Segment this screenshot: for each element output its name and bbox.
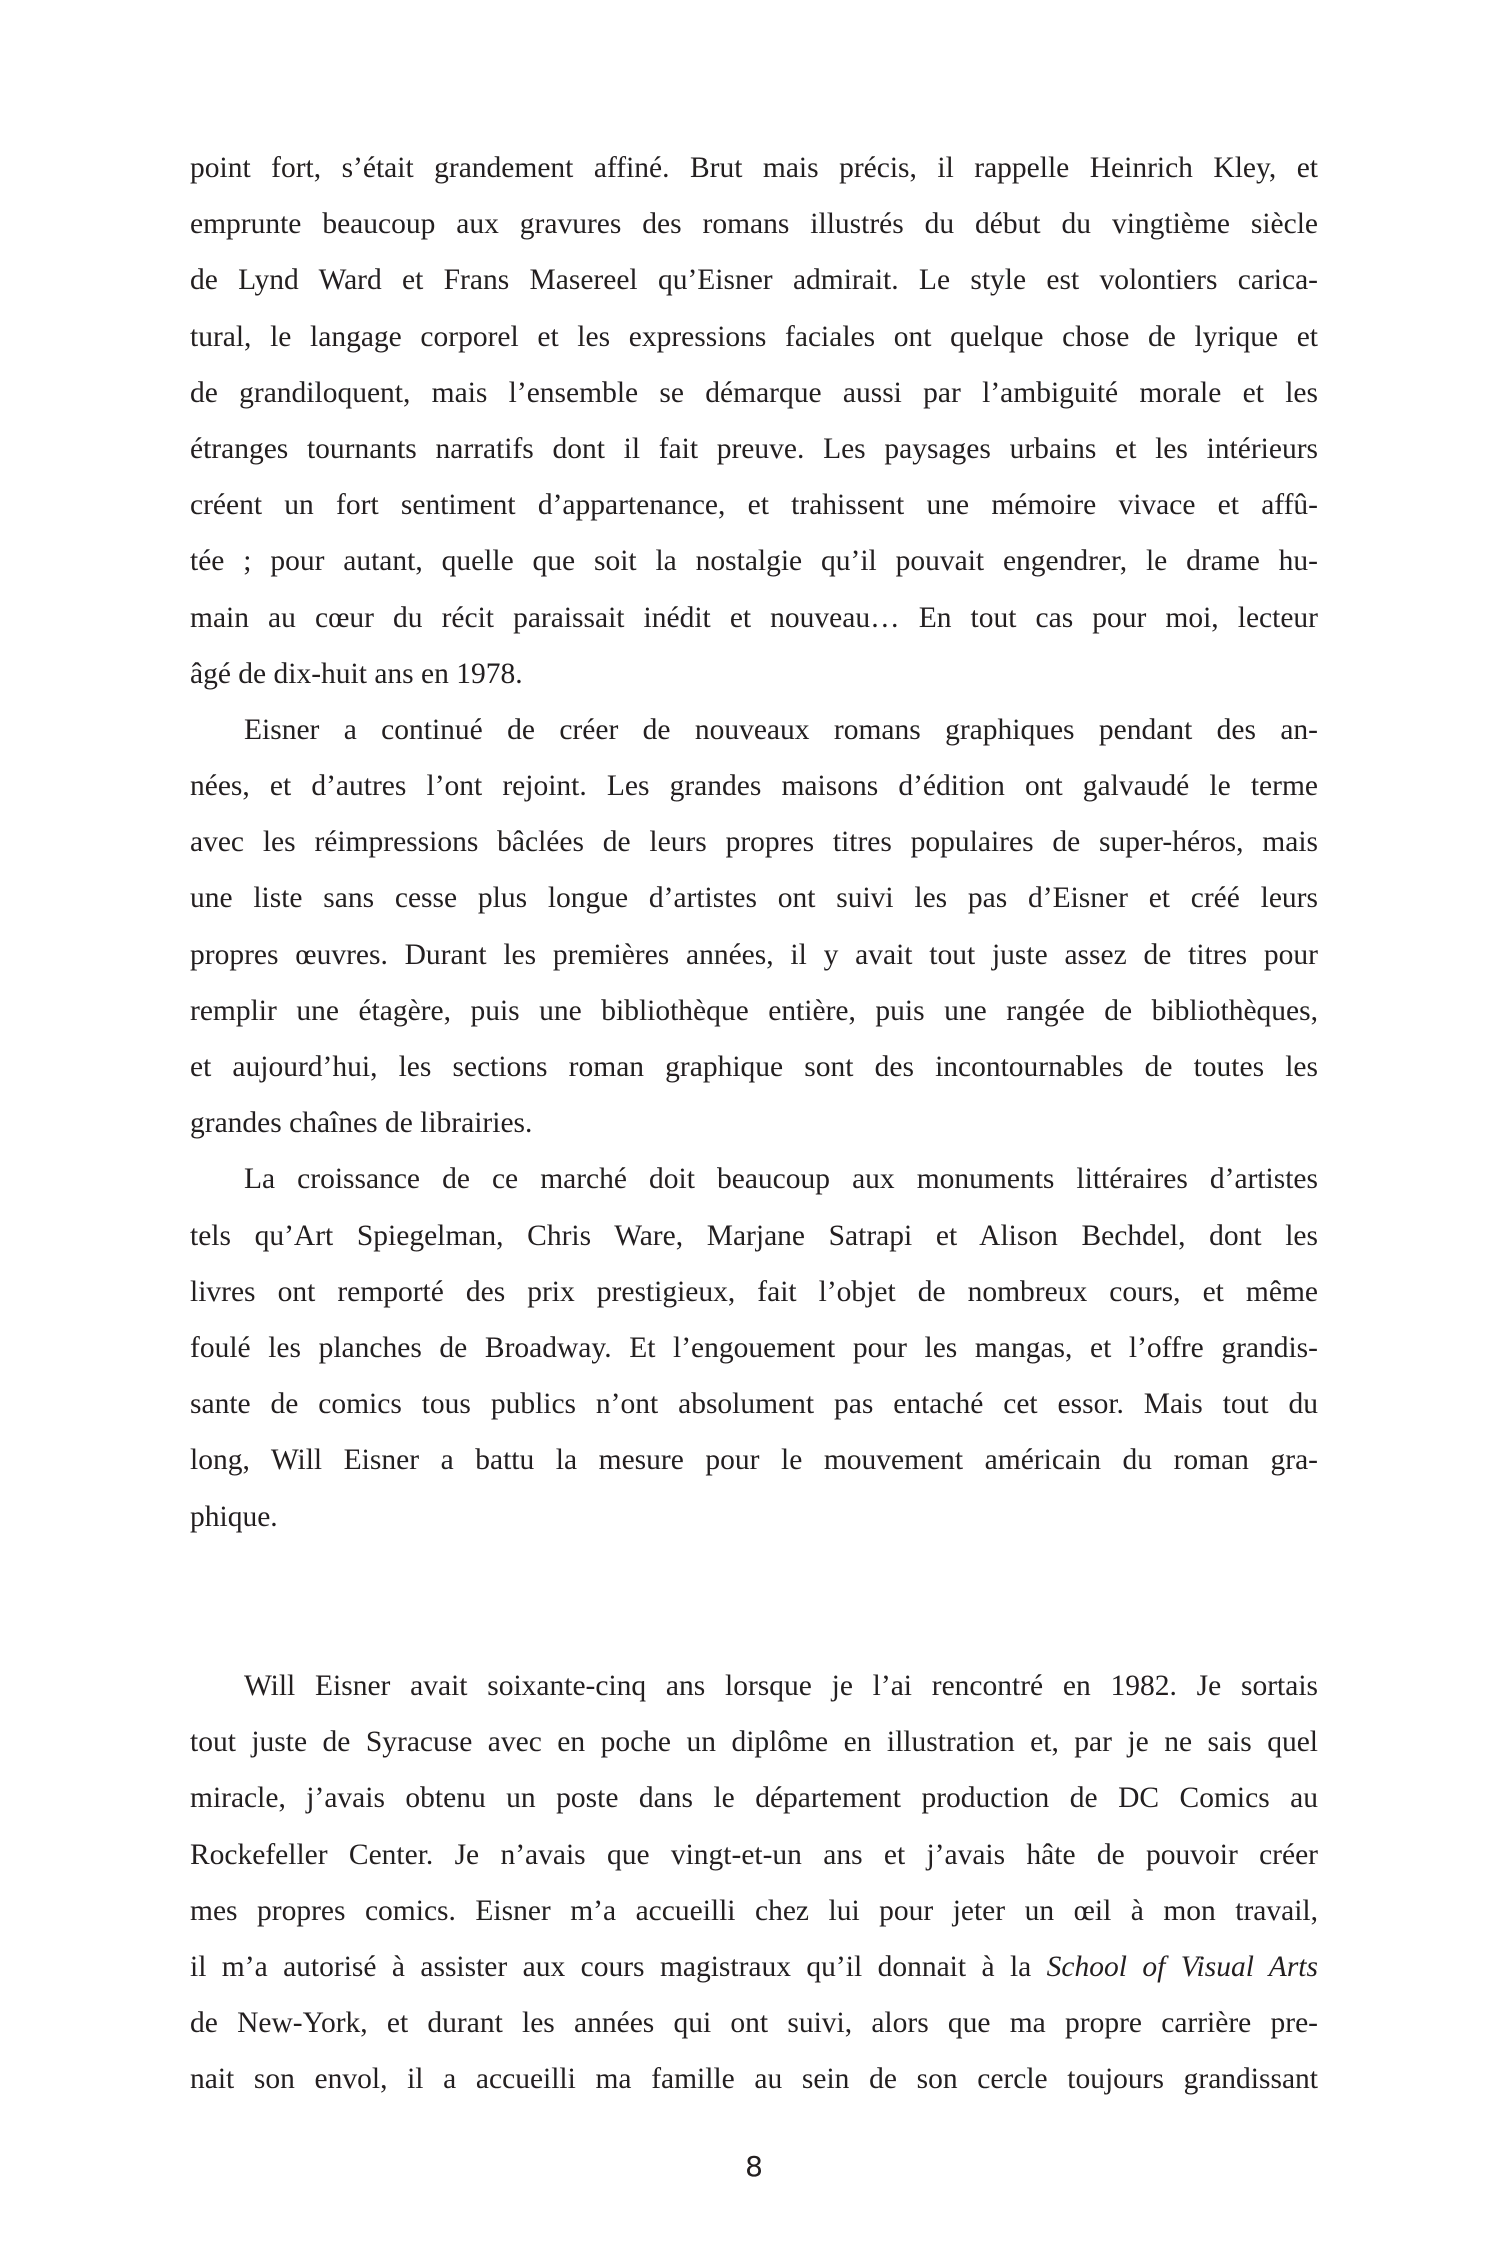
text-line: de Lynd Ward et Frans Masereel qu’Eisner admirait. Le style est volontiers carica-	[190, 264, 1318, 297]
page-number: 8	[745, 2150, 763, 2183]
text-line: miracle, j’avais obtenu un poste dans le département production de DC Comics au	[190, 1782, 1318, 1815]
text-line: tural, le langage corporel et les expressions faciales ont quelque chose de lyrique et	[190, 320, 1318, 353]
text-line: créent un fort sentiment d’appartenance, et trahissent une mémoire vivace et affû-	[190, 489, 1318, 522]
text-line: de New-York, et durant les années qui ont suivi, alors que ma propre carrière pre-	[190, 2007, 1318, 2040]
section-1	[190, 140, 1318, 1545]
text-line: tée ; pour autant, quelle que soit la nostalgie qu’il pouvait engendrer, le drame hu-	[190, 545, 1318, 578]
italic-title: School of Visual Arts	[1046, 1950, 1318, 1983]
text-line: avec les réimpressions bâclées de leurs propres titres populaires de super-héros, mais	[190, 826, 1318, 859]
text-line: long, Will Eisner a battu la mesure pour le mouvement américain du roman gra-	[190, 1444, 1318, 1477]
text-line: Eisner a continué de créer de nouveaux romans graphiques pendant des an-	[244, 713, 1318, 746]
text-line: mes propres comics. Eisner m’a accueilli chez lui pour jeter un œil à mon travail,	[190, 1894, 1318, 1927]
text-line: remplir une étagère, puis une bibliothèque entière, puis une rangée de bibliothèques,	[190, 994, 1318, 1027]
paragraph	[190, 1658, 1318, 2108]
text-line: âgé de dix-huit ans en 1978.	[190, 657, 523, 690]
text-line: main au cœur du récit paraissait inédit et nouveau… En tout cas pour moi, lecteur	[190, 601, 1318, 634]
text-line: tout juste de Syracuse avec en poche un diplôme en illustration et, par je ne sais quel	[190, 1726, 1318, 1759]
text-segment: il m’a autorisé à assister aux cours magistraux qu’il donnait à la	[190, 1950, 1047, 1983]
section-2	[190, 1658, 1318, 2108]
text-line: livres ont remporté des prix prestigieux, fait l’objet de nombreux cours, et même	[190, 1275, 1318, 1308]
text-line: et aujourd’hui, les sections roman graphique sont des incontournables de toutes les	[190, 1051, 1318, 1083]
text-line: emprunte beaucoup aux gravures des romans illustrés du début du vingtième siècle	[190, 208, 1318, 241]
text-line: une liste sans cesse plus longue d’artistes ont suivi les pas d’Eisner et créé leurs	[190, 882, 1318, 915]
text-line: La croissance de ce marché doit beaucoup aux monuments littéraires d’artistes	[244, 1163, 1318, 1196]
paragraph	[190, 702, 1318, 1152]
paragraph	[190, 140, 1318, 702]
paragraph	[190, 1151, 1318, 1544]
text-line: sante de comics tous publics n’ont absolument pas entaché cet essor. Mais tout du	[190, 1388, 1318, 1421]
text-line: Will Eisner avait soixante-cinq ans lorsque je l’ai rencontré en 1982. Je sortais	[244, 1670, 1318, 1702]
text-line: de grandiloquent, mais l’ensemble se démarque aussi par l’ambiguité morale et les	[190, 376, 1318, 409]
text-line: point fort, s’était grandement affiné. Brut mais précis, il rappelle Heinrich Kley, et	[190, 152, 1318, 184]
text-line: grandes chaînes de librairies.	[190, 1107, 533, 1140]
text-line: Rockefeller Center. Je n’avais que vingt-et-un ans et j’avais hâte de pouvoir créer	[190, 1838, 1318, 1871]
text-line: étranges tournants narratifs dont il fait preuve. Les paysages urbains et les intérieurs	[190, 432, 1318, 465]
text-line: nait son envol, il a accueilli ma famille au sein de son cercle toujours grandissant	[190, 2063, 1318, 2096]
text-line: phique.	[190, 1500, 278, 1533]
text-line: propres œuvres. Durant les premières années, il y avait tout juste assez de titres pour	[190, 938, 1318, 971]
text-line	[190, 1939, 1318, 1995]
text-line: tels qu’Art Spiegelman, Chris Ware, Marjane Satrapi et Alison Bechdel, dont les	[190, 1219, 1318, 1252]
text-line: foulé les planches de Broadway. Et l’engouement pour les mangas, et l’offre grandis-	[190, 1331, 1318, 1364]
text-line: nées, et d’autres l’ont rejoint. Les grandes maisons d’édition ont galvaudé le terme	[190, 770, 1318, 803]
